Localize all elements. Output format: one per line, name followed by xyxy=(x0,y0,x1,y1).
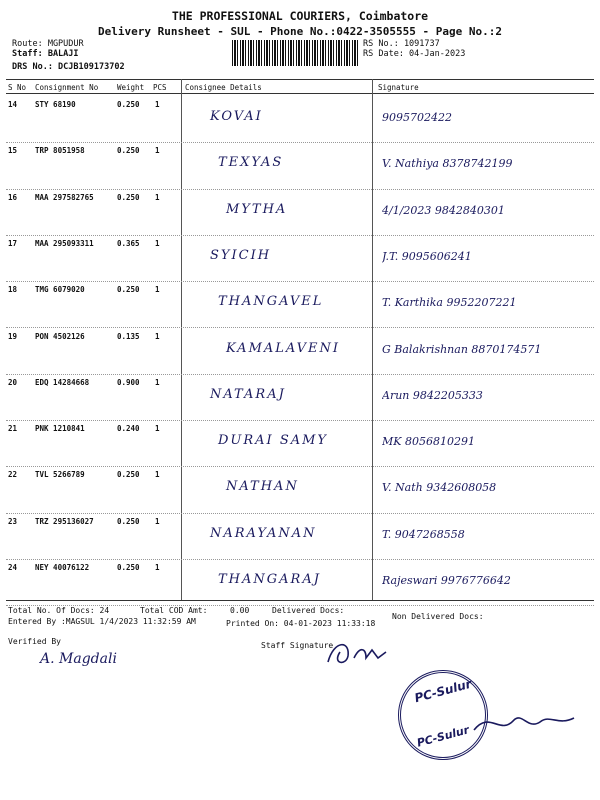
row-consignment-number: MAA 295093311 xyxy=(35,238,94,248)
stamp-bottom-text: PC-Sulur xyxy=(415,723,471,750)
stamp-top-text: PC-Sulur xyxy=(413,676,473,706)
row-weight: 0.250 xyxy=(117,563,140,572)
staff-signature-scribble xyxy=(320,636,400,672)
recipient-signature: V. Nathiya 8378742199 xyxy=(382,157,513,171)
row-pcs: 1 xyxy=(155,285,160,295)
total-cod-label: Total COD Amt: xyxy=(140,606,208,615)
route-label: Route: MGPUDUR xyxy=(12,39,84,49)
row-weight: 0.240 xyxy=(117,424,140,434)
recipient-signature: Rajeswari 9976776642 xyxy=(382,574,511,587)
row-sno: 16 xyxy=(8,192,18,202)
recipient-signature: MK 8056810291 xyxy=(382,435,475,449)
verifier-signature: A. Magdali xyxy=(40,651,117,667)
row-consignment-number: EDQ 14284668 xyxy=(35,377,90,387)
row-consignment-number: PON 4502126 xyxy=(35,331,85,341)
company-title: THE PROFESSIONAL COURIERS, Coimbatore xyxy=(171,9,429,23)
row-pcs: 1 xyxy=(155,238,160,248)
consignee-handwritten: MYTHA xyxy=(226,201,288,217)
row-pcs: 1 xyxy=(155,100,160,109)
total-cod-value: 0.00 xyxy=(230,606,250,615)
recipient-signature: G Balakrishnan 8870174571 xyxy=(382,342,542,356)
consignee-handwritten: NARAYANAN xyxy=(210,525,317,541)
consignee-handwritten: SYICIH xyxy=(210,247,272,263)
row-consignment-number: STY 68190 xyxy=(35,100,76,109)
row-sno: 14 xyxy=(8,100,18,109)
table-row xyxy=(0,421,600,467)
drs-number: DRS No.: DCJB109173702 xyxy=(12,62,125,72)
row-pcs: 1 xyxy=(155,470,160,480)
row-consignment-number: NEY 40076122 xyxy=(35,563,90,572)
row-pcs: 1 xyxy=(155,146,160,156)
table-row xyxy=(0,143,600,189)
consignee-handwritten: THANGARAJ xyxy=(218,572,321,587)
row-consignment-number: PNK 1210841 xyxy=(35,424,85,434)
consignee-handwritten: DURAI SAMY xyxy=(218,433,329,449)
non-delivered-docs: Non Delivered Docs: xyxy=(392,612,484,621)
stamp-signature-scribble xyxy=(470,700,580,745)
row-sno: 20 xyxy=(8,377,18,387)
row-weight: 0.900 xyxy=(117,377,140,387)
consignee-handwritten: KOVAI xyxy=(210,109,263,124)
table-row xyxy=(0,236,600,282)
table-row xyxy=(0,190,600,236)
row-sno: 23 xyxy=(8,516,18,526)
staff-signature-label: Staff Signature xyxy=(261,641,334,650)
col-header-sno: S No xyxy=(8,83,27,92)
row-pcs: 1 xyxy=(155,192,160,202)
row-sno: 18 xyxy=(8,285,18,295)
table-row xyxy=(0,560,600,606)
table-row xyxy=(0,282,600,328)
row-sno: 19 xyxy=(8,331,18,341)
verified-by-label: Verified By xyxy=(8,637,61,646)
row-consignment-number: TRP 8051958 xyxy=(35,146,85,156)
barcode xyxy=(232,40,358,66)
row-consignment-number: MAA 297582765 xyxy=(35,192,94,202)
row-sno: 17 xyxy=(8,238,18,248)
row-weight: 0.250 xyxy=(117,516,140,526)
recipient-signature: Arun 9842205333 xyxy=(382,388,483,402)
recipient-signature: J.T. 9095606241 xyxy=(382,249,472,263)
table-row xyxy=(0,467,600,513)
table-row xyxy=(0,329,600,375)
row-weight: 0.250 xyxy=(117,146,140,156)
row-sno: 22 xyxy=(8,470,18,480)
col-header-consignment: Consignment No xyxy=(35,83,99,92)
recipient-signature: V. Nath 9342608058 xyxy=(382,481,497,495)
row-pcs: 1 xyxy=(155,331,160,341)
row-sno: 21 xyxy=(8,424,18,434)
rs-date: RS Date: 04-Jan-2023 xyxy=(363,49,466,59)
runsheet-subtitle: Delivery Runsheet - SUL - Phone No.:0422-3505555 - Page No.:2 xyxy=(98,25,502,38)
row-weight: 0.250 xyxy=(117,470,140,480)
total-docs: Total No. Of Docs: 24 xyxy=(8,606,110,615)
row-pcs: 1 xyxy=(155,377,160,387)
delivered-docs: Delivered Docs: xyxy=(272,606,345,615)
row-weight: 0.250 xyxy=(117,192,140,202)
row-consignment-number: TVL 5266789 xyxy=(35,470,85,480)
consignee-handwritten: TEXYAS xyxy=(218,155,284,171)
consignee-handwritten: THANGAVEL xyxy=(218,294,324,310)
row-consignment-number: TRZ 295136027 xyxy=(35,516,94,526)
row-weight: 0.135 xyxy=(117,331,140,341)
table-row xyxy=(0,375,600,421)
col-header-consignee: Consignee Details xyxy=(185,83,262,92)
row-sno: 15 xyxy=(8,146,18,156)
recipient-signature: 4/1/2023 9842840301 xyxy=(382,203,505,217)
recipient-signature: T. Karthika 9952207221 xyxy=(382,296,517,310)
staff-label: Staff: BALAJI xyxy=(12,49,79,59)
row-consignment-number: TMG 6079020 xyxy=(35,285,85,295)
col-header-pcs: PCS xyxy=(153,83,167,92)
row-sno: 24 xyxy=(8,563,18,572)
table-row xyxy=(0,514,600,560)
rs-number: RS No.: 1091737 xyxy=(363,39,440,49)
row-pcs: 1 xyxy=(155,563,160,572)
recipient-signature: 9095702422 xyxy=(382,111,452,124)
table-top-rule xyxy=(6,79,594,80)
table-header-rule xyxy=(6,93,594,94)
printed-on: Printed On: 04-01-2023 11:33:18 xyxy=(226,619,376,628)
entered-by: Entered By :MAGSUL 1/4/2023 11:32:59 AM xyxy=(8,617,196,626)
consignee-handwritten: KAMALAVENI xyxy=(226,340,341,356)
table-row xyxy=(0,97,600,143)
row-weight: 0.250 xyxy=(117,100,140,109)
consignee-handwritten: NATARAJ xyxy=(210,386,286,402)
row-pcs: 1 xyxy=(155,424,160,434)
col-header-signature: Signature xyxy=(378,83,419,92)
row-weight: 0.365 xyxy=(117,238,140,248)
recipient-signature: T. 9047268558 xyxy=(382,527,465,541)
row-pcs: 1 xyxy=(155,516,160,526)
col-header-weight: Weight xyxy=(117,83,145,92)
row-weight: 0.250 xyxy=(117,285,140,295)
consignee-handwritten: NATHAN xyxy=(226,479,299,495)
